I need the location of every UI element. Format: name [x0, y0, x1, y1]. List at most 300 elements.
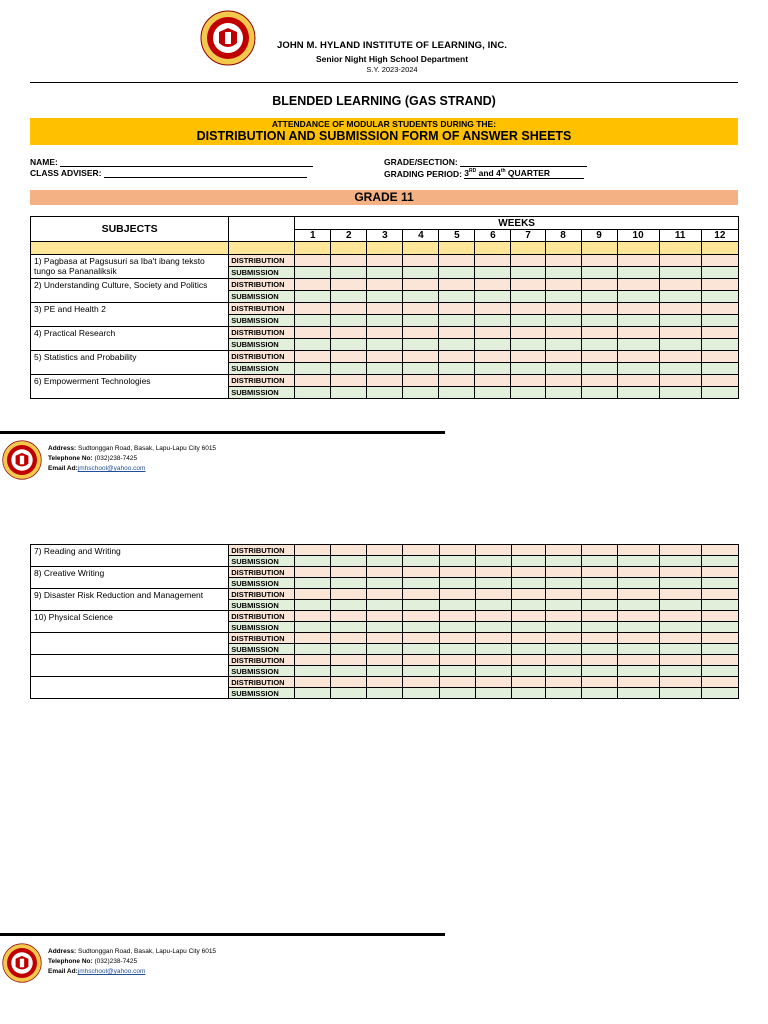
- distribution-cell[interactable]: [659, 375, 701, 387]
- distribution-cell[interactable]: [403, 375, 439, 387]
- submission-cell[interactable]: [295, 363, 331, 375]
- distribution-cell[interactable]: [511, 611, 545, 622]
- distribution-cell[interactable]: [617, 255, 659, 267]
- distribution-cell[interactable]: [545, 677, 581, 688]
- distribution-cell[interactable]: [331, 589, 367, 600]
- distribution-cell[interactable]: [581, 351, 617, 363]
- distribution-cell[interactable]: [331, 255, 367, 267]
- submission-cell[interactable]: [545, 363, 581, 375]
- class-adviser-line[interactable]: [104, 177, 307, 178]
- distribution-cell[interactable]: [701, 545, 738, 556]
- distribution-cell[interactable]: [439, 633, 475, 644]
- distribution-cell[interactable]: [581, 375, 617, 387]
- distribution-cell[interactable]: [331, 567, 367, 578]
- submission-cell[interactable]: [439, 622, 475, 633]
- distribution-cell[interactable]: [403, 255, 439, 267]
- distribution-cell[interactable]: [295, 303, 331, 315]
- submission-cell[interactable]: [511, 387, 545, 399]
- distribution-cell[interactable]: [367, 303, 403, 315]
- submission-cell[interactable]: [581, 315, 617, 327]
- submission-cell[interactable]: [659, 578, 701, 589]
- distribution-cell[interactable]: [331, 351, 367, 363]
- distribution-cell[interactable]: [439, 327, 475, 339]
- submission-cell[interactable]: [403, 666, 439, 677]
- submission-cell[interactable]: [403, 267, 439, 279]
- submission-cell[interactable]: [617, 622, 659, 633]
- class-adviser-field[interactable]: [30, 168, 307, 178]
- distribution-cell[interactable]: [545, 567, 581, 578]
- submission-cell[interactable]: [511, 600, 545, 611]
- distribution-cell[interactable]: [659, 255, 701, 267]
- submission-cell[interactable]: [617, 339, 659, 351]
- distribution-cell[interactable]: [475, 303, 511, 315]
- submission-cell[interactable]: [439, 291, 475, 303]
- distribution-cell[interactable]: [545, 279, 581, 291]
- distribution-cell[interactable]: [295, 375, 331, 387]
- submission-cell[interactable]: [439, 578, 475, 589]
- name-line[interactable]: [60, 166, 313, 167]
- distribution-cell[interactable]: [581, 655, 617, 666]
- distribution-cell[interactable]: [581, 633, 617, 644]
- distribution-cell[interactable]: [581, 589, 617, 600]
- submission-cell[interactable]: [617, 666, 659, 677]
- distribution-cell[interactable]: [617, 567, 659, 578]
- submission-cell[interactable]: [475, 556, 511, 567]
- submission-cell[interactable]: [403, 688, 439, 699]
- submission-cell[interactable]: [403, 291, 439, 303]
- submission-cell[interactable]: [545, 291, 581, 303]
- submission-cell[interactable]: [439, 600, 475, 611]
- distribution-cell[interactable]: [403, 303, 439, 315]
- distribution-cell[interactable]: [331, 633, 367, 644]
- submission-cell[interactable]: [439, 688, 475, 699]
- distribution-cell[interactable]: [475, 567, 511, 578]
- submission-cell[interactable]: [331, 622, 367, 633]
- submission-cell[interactable]: [439, 666, 475, 677]
- distribution-cell[interactable]: [617, 375, 659, 387]
- submission-cell[interactable]: [511, 578, 545, 589]
- submission-cell[interactable]: [617, 600, 659, 611]
- distribution-cell[interactable]: [475, 677, 511, 688]
- submission-cell[interactable]: [331, 291, 367, 303]
- distribution-cell[interactable]: [295, 255, 331, 267]
- submission-cell[interactable]: [545, 688, 581, 699]
- submission-cell[interactable]: [439, 363, 475, 375]
- submission-cell[interactable]: [295, 688, 331, 699]
- distribution-cell[interactable]: [403, 327, 439, 339]
- submission-cell[interactable]: [439, 315, 475, 327]
- submission-cell[interactable]: [475, 387, 511, 399]
- distribution-cell[interactable]: [295, 567, 331, 578]
- distribution-cell[interactable]: [659, 611, 701, 622]
- submission-cell[interactable]: [659, 556, 701, 567]
- distribution-cell[interactable]: [403, 567, 439, 578]
- distribution-cell[interactable]: [475, 633, 511, 644]
- submission-cell[interactable]: [331, 644, 367, 655]
- submission-cell[interactable]: [617, 387, 659, 399]
- distribution-cell[interactable]: [511, 677, 545, 688]
- submission-cell[interactable]: [545, 644, 581, 655]
- submission-cell[interactable]: [295, 315, 331, 327]
- distribution-cell[interactable]: [545, 255, 581, 267]
- submission-cell[interactable]: [701, 578, 738, 589]
- distribution-cell[interactable]: [331, 677, 367, 688]
- submission-cell[interactable]: [701, 622, 738, 633]
- submission-cell[interactable]: [617, 315, 659, 327]
- submission-cell[interactable]: [701, 644, 738, 655]
- submission-cell[interactable]: [403, 339, 439, 351]
- submission-cell[interactable]: [295, 600, 331, 611]
- submission-cell[interactable]: [331, 666, 367, 677]
- distribution-cell[interactable]: [439, 279, 475, 291]
- submission-cell[interactable]: [403, 622, 439, 633]
- submission-cell[interactable]: [475, 688, 511, 699]
- submission-cell[interactable]: [403, 600, 439, 611]
- submission-cell[interactable]: [511, 315, 545, 327]
- submission-cell[interactable]: [331, 556, 367, 567]
- submission-cell[interactable]: [295, 339, 331, 351]
- submission-cell[interactable]: [367, 291, 403, 303]
- submission-cell[interactable]: [659, 688, 701, 699]
- submission-cell[interactable]: [295, 666, 331, 677]
- distribution-cell[interactable]: [511, 589, 545, 600]
- submission-cell[interactable]: [439, 644, 475, 655]
- submission-cell[interactable]: [367, 267, 403, 279]
- submission-cell[interactable]: [659, 339, 701, 351]
- submission-cell[interactable]: [331, 387, 367, 399]
- footer-email-link[interactable]: jmhschool@yahoo.com: [77, 465, 146, 472]
- distribution-cell[interactable]: [617, 303, 659, 315]
- submission-cell[interactable]: [439, 267, 475, 279]
- distribution-cell[interactable]: [367, 633, 403, 644]
- submission-cell[interactable]: [581, 363, 617, 375]
- distribution-cell[interactable]: [701, 351, 738, 363]
- submission-cell[interactable]: [295, 267, 331, 279]
- distribution-cell[interactable]: [701, 375, 738, 387]
- grade-section-field[interactable]: [384, 157, 587, 167]
- submission-cell[interactable]: [475, 291, 511, 303]
- distribution-cell[interactable]: [439, 567, 475, 578]
- submission-cell[interactable]: [331, 363, 367, 375]
- submission-cell[interactable]: [367, 622, 403, 633]
- submission-cell[interactable]: [295, 387, 331, 399]
- distribution-cell[interactable]: [295, 351, 331, 363]
- distribution-cell[interactable]: [511, 655, 545, 666]
- distribution-cell[interactable]: [331, 279, 367, 291]
- submission-cell[interactable]: [581, 622, 617, 633]
- submission-cell[interactable]: [367, 363, 403, 375]
- submission-cell[interactable]: [581, 291, 617, 303]
- submission-cell[interactable]: [439, 387, 475, 399]
- submission-cell[interactable]: [331, 600, 367, 611]
- distribution-cell[interactable]: [701, 655, 738, 666]
- submission-cell[interactable]: [581, 688, 617, 699]
- submission-cell[interactable]: [659, 267, 701, 279]
- distribution-cell[interactable]: [403, 545, 439, 556]
- distribution-cell[interactable]: [331, 303, 367, 315]
- distribution-cell[interactable]: [581, 279, 617, 291]
- submission-cell[interactable]: [701, 600, 738, 611]
- distribution-cell[interactable]: [475, 351, 511, 363]
- distribution-cell[interactable]: [295, 545, 331, 556]
- submission-cell[interactable]: [403, 644, 439, 655]
- submission-cell[interactable]: [545, 622, 581, 633]
- distribution-cell[interactable]: [475, 255, 511, 267]
- distribution-cell[interactable]: [367, 567, 403, 578]
- distribution-cell[interactable]: [581, 303, 617, 315]
- distribution-cell[interactable]: [701, 567, 738, 578]
- distribution-cell[interactable]: [659, 303, 701, 315]
- distribution-cell[interactable]: [331, 375, 367, 387]
- distribution-cell[interactable]: [331, 611, 367, 622]
- submission-cell[interactable]: [367, 315, 403, 327]
- distribution-cell[interactable]: [403, 611, 439, 622]
- submission-cell[interactable]: [617, 363, 659, 375]
- distribution-cell[interactable]: [475, 375, 511, 387]
- distribution-cell[interactable]: [581, 545, 617, 556]
- distribution-cell[interactable]: [367, 279, 403, 291]
- distribution-cell[interactable]: [475, 545, 511, 556]
- submission-cell[interactable]: [367, 556, 403, 567]
- distribution-cell[interactable]: [545, 303, 581, 315]
- submission-cell[interactable]: [617, 688, 659, 699]
- distribution-cell[interactable]: [511, 375, 545, 387]
- distribution-cell[interactable]: [367, 589, 403, 600]
- submission-cell[interactable]: [511, 622, 545, 633]
- submission-cell[interactable]: [511, 688, 545, 699]
- submission-cell[interactable]: [581, 556, 617, 567]
- distribution-cell[interactable]: [511, 351, 545, 363]
- distribution-cell[interactable]: [617, 279, 659, 291]
- distribution-cell[interactable]: [367, 327, 403, 339]
- distribution-cell[interactable]: [439, 677, 475, 688]
- submission-cell[interactable]: [659, 600, 701, 611]
- distribution-cell[interactable]: [295, 677, 331, 688]
- distribution-cell[interactable]: [617, 655, 659, 666]
- distribution-cell[interactable]: [545, 589, 581, 600]
- distribution-cell[interactable]: [403, 279, 439, 291]
- submission-cell[interactable]: [581, 644, 617, 655]
- distribution-cell[interactable]: [701, 633, 738, 644]
- submission-cell[interactable]: [367, 600, 403, 611]
- distribution-cell[interactable]: [511, 279, 545, 291]
- submission-cell[interactable]: [475, 622, 511, 633]
- distribution-cell[interactable]: [545, 633, 581, 644]
- footer-email-link[interactable]: jmhschool@yahoo.com: [77, 968, 146, 975]
- submission-cell[interactable]: [659, 291, 701, 303]
- distribution-cell[interactable]: [511, 633, 545, 644]
- distribution-cell[interactable]: [659, 351, 701, 363]
- distribution-cell[interactable]: [659, 655, 701, 666]
- distribution-cell[interactable]: [581, 255, 617, 267]
- distribution-cell[interactable]: [617, 327, 659, 339]
- distribution-cell[interactable]: [403, 589, 439, 600]
- submission-cell[interactable]: [511, 363, 545, 375]
- submission-cell[interactable]: [511, 339, 545, 351]
- distribution-cell[interactable]: [439, 655, 475, 666]
- distribution-cell[interactable]: [659, 327, 701, 339]
- submission-cell[interactable]: [701, 291, 738, 303]
- distribution-cell[interactable]: [367, 375, 403, 387]
- submission-cell[interactable]: [581, 600, 617, 611]
- submission-cell[interactable]: [545, 315, 581, 327]
- submission-cell[interactable]: [617, 644, 659, 655]
- submission-cell[interactable]: [475, 363, 511, 375]
- submission-cell[interactable]: [367, 666, 403, 677]
- distribution-cell[interactable]: [617, 589, 659, 600]
- distribution-cell[interactable]: [403, 633, 439, 644]
- distribution-cell[interactable]: [659, 677, 701, 688]
- distribution-cell[interactable]: [295, 633, 331, 644]
- distribution-cell[interactable]: [617, 545, 659, 556]
- distribution-cell[interactable]: [295, 655, 331, 666]
- distribution-cell[interactable]: [701, 677, 738, 688]
- submission-cell[interactable]: [475, 666, 511, 677]
- distribution-cell[interactable]: [331, 655, 367, 666]
- submission-cell[interactable]: [659, 666, 701, 677]
- submission-cell[interactable]: [331, 578, 367, 589]
- submission-cell[interactable]: [295, 578, 331, 589]
- submission-cell[interactable]: [545, 339, 581, 351]
- distribution-cell[interactable]: [475, 611, 511, 622]
- submission-cell[interactable]: [295, 644, 331, 655]
- distribution-cell[interactable]: [295, 327, 331, 339]
- distribution-cell[interactable]: [403, 677, 439, 688]
- distribution-cell[interactable]: [439, 375, 475, 387]
- distribution-cell[interactable]: [511, 545, 545, 556]
- submission-cell[interactable]: [581, 339, 617, 351]
- distribution-cell[interactable]: [581, 327, 617, 339]
- submission-cell[interactable]: [403, 556, 439, 567]
- distribution-cell[interactable]: [475, 327, 511, 339]
- submission-cell[interactable]: [701, 267, 738, 279]
- distribution-cell[interactable]: [545, 327, 581, 339]
- distribution-cell[interactable]: [439, 611, 475, 622]
- distribution-cell[interactable]: [367, 655, 403, 666]
- distribution-cell[interactable]: [295, 611, 331, 622]
- submission-cell[interactable]: [331, 339, 367, 351]
- distribution-cell[interactable]: [545, 611, 581, 622]
- submission-cell[interactable]: [545, 666, 581, 677]
- submission-cell[interactable]: [511, 556, 545, 567]
- distribution-cell[interactable]: [659, 589, 701, 600]
- distribution-cell[interactable]: [581, 567, 617, 578]
- distribution-cell[interactable]: [617, 677, 659, 688]
- submission-cell[interactable]: [659, 315, 701, 327]
- distribution-cell[interactable]: [439, 303, 475, 315]
- distribution-cell[interactable]: [511, 327, 545, 339]
- submission-cell[interactable]: [581, 387, 617, 399]
- distribution-cell[interactable]: [701, 589, 738, 600]
- submission-cell[interactable]: [475, 267, 511, 279]
- distribution-cell[interactable]: [295, 279, 331, 291]
- submission-cell[interactable]: [701, 688, 738, 699]
- distribution-cell[interactable]: [511, 303, 545, 315]
- submission-cell[interactable]: [475, 644, 511, 655]
- distribution-cell[interactable]: [403, 655, 439, 666]
- submission-cell[interactable]: [659, 363, 701, 375]
- distribution-cell[interactable]: [545, 375, 581, 387]
- distribution-cell[interactable]: [403, 351, 439, 363]
- distribution-cell[interactable]: [701, 327, 738, 339]
- distribution-cell[interactable]: [617, 351, 659, 363]
- submission-cell[interactable]: [617, 578, 659, 589]
- submission-cell[interactable]: [545, 600, 581, 611]
- distribution-cell[interactable]: [295, 589, 331, 600]
- distribution-cell[interactable]: [545, 351, 581, 363]
- submission-cell[interactable]: [403, 387, 439, 399]
- submission-cell[interactable]: [511, 291, 545, 303]
- submission-cell[interactable]: [701, 315, 738, 327]
- distribution-cell[interactable]: [439, 351, 475, 363]
- submission-cell[interactable]: [581, 267, 617, 279]
- submission-cell[interactable]: [367, 688, 403, 699]
- submission-cell[interactable]: [701, 363, 738, 375]
- distribution-cell[interactable]: [439, 545, 475, 556]
- distribution-cell[interactable]: [659, 545, 701, 556]
- submission-cell[interactable]: [617, 556, 659, 567]
- submission-cell[interactable]: [403, 578, 439, 589]
- submission-cell[interactable]: [581, 578, 617, 589]
- distribution-cell[interactable]: [367, 677, 403, 688]
- submission-cell[interactable]: [581, 666, 617, 677]
- submission-cell[interactable]: [545, 578, 581, 589]
- submission-cell[interactable]: [701, 556, 738, 567]
- submission-cell[interactable]: [475, 315, 511, 327]
- submission-cell[interactable]: [659, 387, 701, 399]
- submission-cell[interactable]: [511, 644, 545, 655]
- submission-cell[interactable]: [367, 578, 403, 589]
- grade-section-line[interactable]: [460, 166, 587, 167]
- submission-cell[interactable]: [331, 688, 367, 699]
- submission-cell[interactable]: [701, 666, 738, 677]
- distribution-cell[interactable]: [367, 351, 403, 363]
- submission-cell[interactable]: [701, 339, 738, 351]
- distribution-cell[interactable]: [367, 611, 403, 622]
- distribution-cell[interactable]: [659, 567, 701, 578]
- submission-cell[interactable]: [367, 339, 403, 351]
- submission-cell[interactable]: [331, 315, 367, 327]
- distribution-cell[interactable]: [581, 611, 617, 622]
- submission-cell[interactable]: [545, 267, 581, 279]
- submission-cell[interactable]: [545, 387, 581, 399]
- distribution-cell[interactable]: [331, 327, 367, 339]
- distribution-cell[interactable]: [439, 589, 475, 600]
- submission-cell[interactable]: [367, 644, 403, 655]
- submission-cell[interactable]: [403, 363, 439, 375]
- submission-cell[interactable]: [511, 666, 545, 677]
- distribution-cell[interactable]: [475, 279, 511, 291]
- submission-cell[interactable]: [617, 291, 659, 303]
- submission-cell[interactable]: [659, 622, 701, 633]
- distribution-cell[interactable]: [439, 255, 475, 267]
- distribution-cell[interactable]: [701, 611, 738, 622]
- distribution-cell[interactable]: [581, 677, 617, 688]
- distribution-cell[interactable]: [331, 545, 367, 556]
- submission-cell[interactable]: [475, 339, 511, 351]
- submission-cell[interactable]: [545, 556, 581, 567]
- submission-cell[interactable]: [295, 556, 331, 567]
- distribution-cell[interactable]: [617, 633, 659, 644]
- submission-cell[interactable]: [295, 622, 331, 633]
- distribution-cell[interactable]: [511, 567, 545, 578]
- distribution-cell[interactable]: [701, 279, 738, 291]
- submission-cell[interactable]: [367, 387, 403, 399]
- submission-cell[interactable]: [511, 267, 545, 279]
- submission-cell[interactable]: [331, 267, 367, 279]
- submission-cell[interactable]: [475, 578, 511, 589]
- name-field[interactable]: [30, 157, 313, 167]
